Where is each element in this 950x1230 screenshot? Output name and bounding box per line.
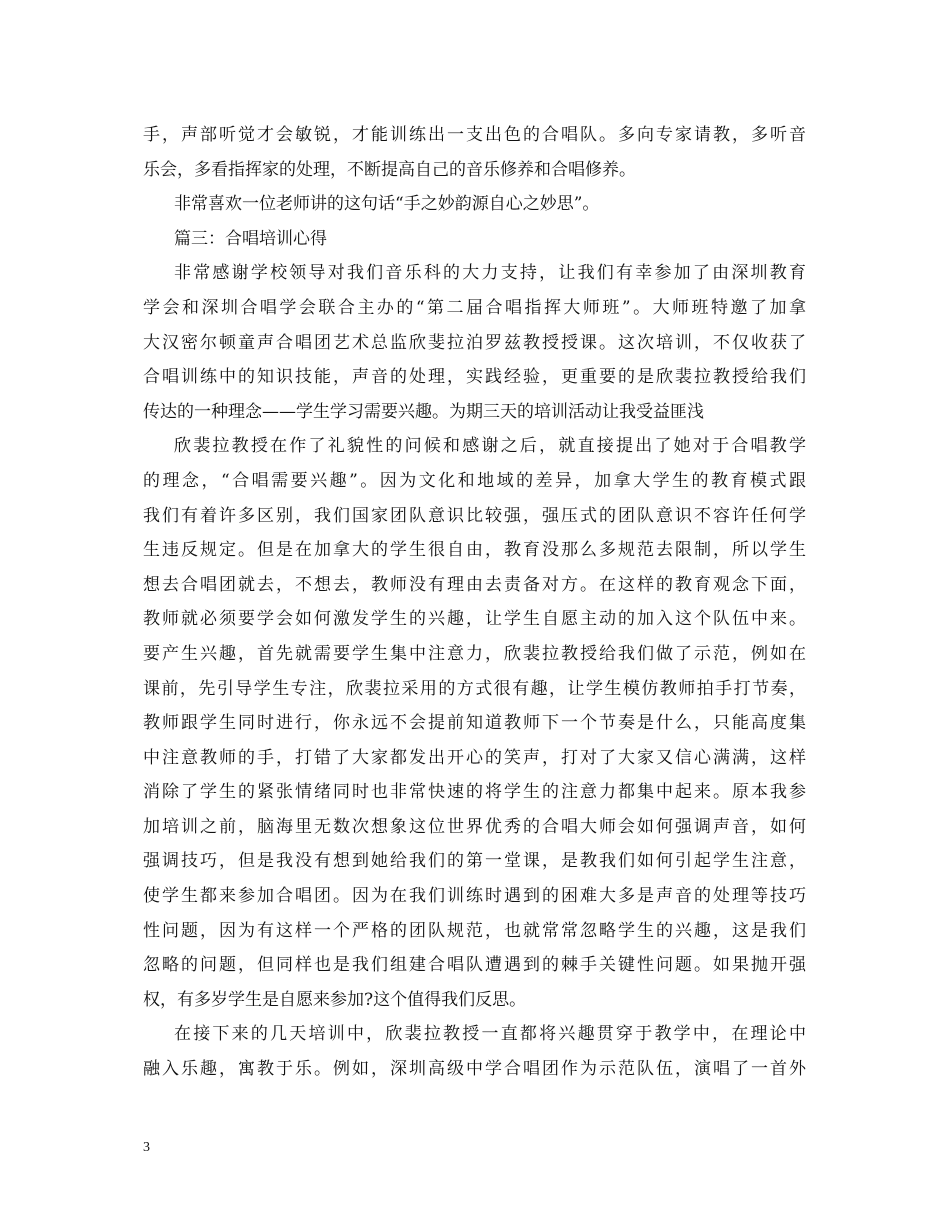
- text-line: 生违反规定。但是在加拿大的学生很自由，教育没那么多规范去限制，所以学生: [143, 540, 806, 561]
- text-line: 强调技巧，但是我没有想到她给我们的第一堂课，是教我们如何引起学生注意，: [143, 851, 806, 872]
- text-line: 权，有多岁学生是自愿来参加?这个值得我们反思。: [143, 989, 527, 1010]
- text-line: 课前，先引导学生专注，欣裴拉采用的方式很有趣，让学生模仿教师拍手打节奏，: [143, 678, 806, 699]
- text-line: 手，声部听觉才会敏锐，才能训练出一支出色的合唱队。多向专家请教，多听音: [143, 125, 806, 145]
- text-line: 在接下来的几天培训中，欣裴拉教授一直都将兴趣贯穿于教学中，在理论中: [174, 1024, 806, 1045]
- text-line: 忽略的问题，但同样也是我们组建合唱队遭遇到的棘手关键性问题。如果抛开强: [143, 955, 806, 976]
- text-line: 性问题，因为有这样一个严格的团队规范，也就常常忽略学生的兴趣，这是我们: [143, 920, 806, 941]
- text-line: 教师就必须要学会如何激发学生的兴趣，让学生自愿主动的加入这个队伍中来。: [143, 609, 806, 630]
- text-line: 传达的一种理念——学生学习需要兴趣。为期三天的培训活动让我受益匪浅: [143, 401, 704, 422]
- text-line: 非常喜欢一位老师讲的这句话“手之妙韵源自心之妙思”。: [174, 194, 600, 215]
- page-number: 3: [143, 1140, 150, 1155]
- text-line: 教师跟学生同时进行，你永远不会提前知道教师下一个节奏是什么，只能高度集: [143, 713, 806, 734]
- section-heading: 篇三：合唱培训心得: [174, 228, 327, 249]
- text-line: 加培训之前，脑海里无数次想象这位世界优秀的合唱大师会如何强调声音，如何: [143, 816, 806, 837]
- text-line: 想去合唱团就去，不想去，教师没有理由去责备对方。在这样的教育观念下面，: [143, 574, 806, 595]
- text-line: 合唱训练中的知识技能，声音的处理，实践经验，更重要的是欣裴拉教授给我们: [143, 367, 806, 388]
- text-line: 要产生兴趣，首先就需要学生集中注意力，欣裴拉教授给我们做了示范，例如在: [143, 643, 806, 664]
- text-line: 欣裴拉教授在作了礼貌性的问候和感谢之后，就直接提出了她对于合唱教学: [174, 436, 806, 457]
- text-line: 学会和深圳合唱学会联合主办的“第二届合唱指挥大师班”。大师班特邀了加拿: [143, 297, 806, 318]
- text-line: 乐会，多看指挥家的处理，不断提高自己的音乐修养和合唱修养。: [143, 159, 636, 180]
- text-line: 使学生都来参加合唱团。因为在我们训练时遇到的困难大多是声音的处理等技巧: [143, 886, 806, 907]
- text-line: 融入乐趣，寓教于乐。例如，深圳高级中学合唱团作为示范队伍，演唱了一首外: [143, 1059, 806, 1080]
- text-line: 的理念，“合唱需要兴趣”。因为文化和地域的差异，加拿大学生的教育模式跟: [143, 470, 806, 491]
- text-line: 我们有着许多区别，我们国家团队意识比较强，强压式的团队意识不容许任何学: [143, 505, 806, 526]
- text-line: 非常感谢学校领导对我们音乐科的大力支持，让我们有幸参加了由深圳教育: [174, 263, 806, 284]
- text-line: 中注意教师的手，打错了大家都发出开心的笑声，打对了大家又信心满满，这样: [143, 747, 806, 768]
- text-line: 消除了学生的紧张情绪同时也非常快速的将学生的注意力都集中起来。原本我参: [143, 782, 806, 803]
- text-line: 大汉密尔顿童声合唱团艺术总监欣斐拉泊罗兹教授授课。这次培训，不仅收获了: [143, 332, 806, 353]
- body-text: [143, 118, 806, 1087]
